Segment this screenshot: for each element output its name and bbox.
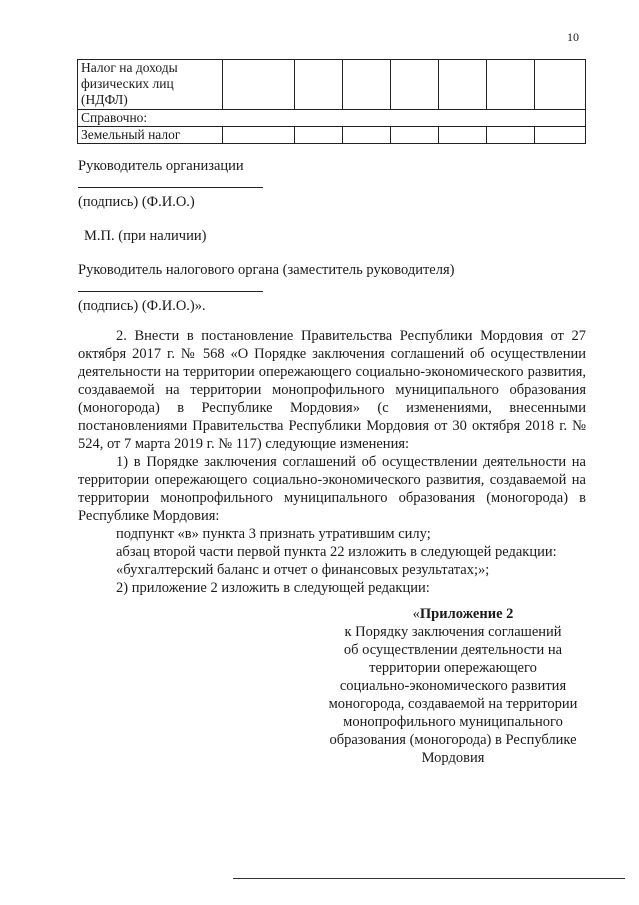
table-cell	[295, 127, 343, 144]
subitem-1: подпункт «в» пункта 3 признать утратившим силу;	[116, 526, 431, 542]
table-cell	[487, 60, 535, 110]
appendix-quote: «	[412, 606, 420, 622]
appendix-title: Приложение 2	[419, 606, 514, 622]
appendix-line: об осуществлении деятельности на	[343, 642, 563, 658]
paragraph-2-2: 2) приложение 2 изложить в следующей редакции:	[116, 580, 430, 596]
footer-rule	[233, 878, 625, 879]
appendix-line: Мордовия	[421, 750, 485, 766]
table-cell	[343, 127, 391, 144]
table-cell	[223, 60, 295, 110]
paragraph-2-1: 1) в Порядке заключения соглашений об осуществлении деятельности на территории опережающего социально-экономического развития, создаваемой на территории монопрофильного муниципального образования (моногорода) в Республике Мордовия:	[78, 454, 586, 524]
org-head-label: Руководитель организации	[78, 158, 244, 174]
table-cell	[487, 127, 535, 144]
appendix-line: территории опережающего	[369, 660, 537, 676]
signature-caption-2: (подпись) (Ф.И.О.)».	[78, 298, 206, 314]
tax-table	[77, 59, 586, 144]
tax-head-label: Руководитель налогового органа (заместитель руководителя)	[78, 262, 455, 278]
subitem-3: «бухгалтерский баланс и отчет о финансовых результатах;»;	[116, 562, 490, 578]
table-cell	[223, 127, 295, 144]
table-row	[78, 60, 586, 110]
table-cell	[439, 60, 487, 110]
appendix-line: моногорода, создаваемой на территории	[328, 696, 578, 712]
appendix-line: монопрофильного муниципального	[343, 714, 563, 730]
table-cell-label: Земельный налог	[78, 127, 223, 144]
table-row	[78, 127, 586, 144]
table-cell-label: Справочно:	[78, 110, 586, 127]
paragraph-2: 2. Внести в постановление Правительства Республики Мордовия от 27 октября 2017 г. № 568 «О Порядке заключения соглашений об осуществлении деятельности на территории опережающего социально-экономического развития, создаваемой на территории монопрофильного муниципального образования (моногорода) в Республике Мордовия» (с изменениями, внесенными постановлениями Правительства Республики Мордовия от 30 октября 2018 г. № 524, от 7 марта 2019 г. № 117) следующие изменения:	[78, 328, 586, 452]
subitem-2: абзац второй части первой пункта 22 изложить в следующей редакции:	[116, 544, 557, 560]
stamp-label: М.П. (при наличии)	[84, 228, 207, 244]
appendix-block	[312, 605, 594, 767]
table-cell	[391, 60, 439, 110]
signature-line-1	[78, 187, 263, 188]
appendix-line: социально-экономического развития	[339, 678, 567, 694]
appendix-line: к Порядку заключения соглашений	[344, 624, 562, 640]
table-cell	[343, 60, 391, 110]
appendix-title-line	[312, 605, 594, 623]
appendix-line: образования (моногорода) в Республике	[329, 732, 577, 748]
signature-line-2	[78, 291, 263, 292]
signature-caption-1: (подпись) (Ф.И.О.)	[78, 194, 195, 210]
table-row	[78, 110, 586, 127]
page-number: 10	[567, 30, 579, 44]
table-cell	[535, 127, 586, 144]
table-cell	[439, 127, 487, 144]
table-cell	[391, 127, 439, 144]
table-cell	[535, 60, 586, 110]
table-cell	[295, 60, 343, 110]
table-cell-label: Налог на доходы физических лиц (НДФЛ)	[78, 60, 223, 110]
